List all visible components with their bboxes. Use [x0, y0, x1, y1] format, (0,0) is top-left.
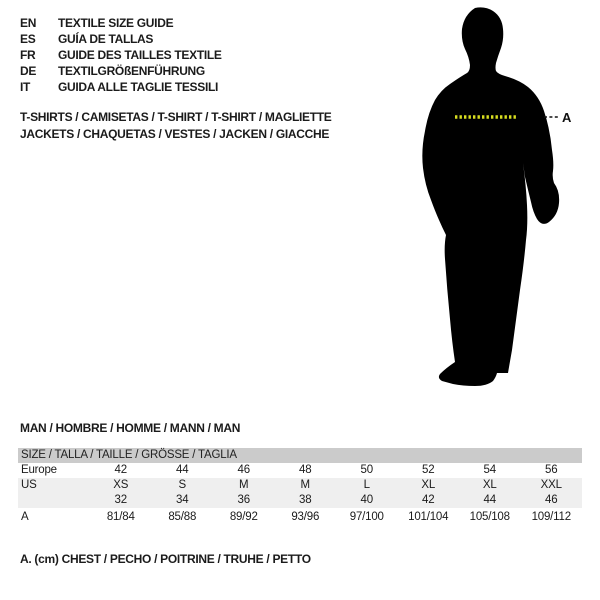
table-cell: 89/92: [229, 511, 258, 523]
table-cell: 46: [237, 464, 250, 476]
table-cell: 93/96: [291, 511, 320, 523]
footnote-chest: A. (cm) CHEST / PECHO / POITRINE / TRUHE / PETTO: [20, 552, 311, 566]
table-cell: M: [239, 479, 249, 491]
table-cell: 56: [545, 464, 558, 476]
row-label: [18, 493, 90, 508]
table-cell: 32: [114, 494, 127, 506]
table-cell: 34: [176, 494, 189, 506]
table-cell: XL: [482, 479, 497, 491]
table-cell: 48: [299, 464, 312, 476]
size-table-header: SIZE / TALLA / TAILLE / GRÖSSE / TAGLIA: [18, 448, 582, 463]
table-cell: 105/108: [469, 511, 510, 523]
man-silhouette: [422, 7, 559, 386]
table-row-us-numeric: [18, 493, 582, 508]
language-code: EN: [20, 16, 37, 30]
size-table: [18, 448, 582, 525]
table-row-us: [18, 478, 582, 493]
table-cell: 44: [483, 494, 496, 506]
measure-label-a: A: [562, 110, 572, 125]
language-code: FR: [20, 48, 36, 62]
language-guide: [20, 15, 222, 95]
section-title-man: MAN / HOMBRE / HOMME / MANN / MAN: [20, 421, 241, 435]
language-label: GUÍA DE TALLAS: [58, 32, 154, 46]
table-cell: 42: [114, 464, 127, 476]
table-cell: 50: [360, 464, 373, 476]
table-row-chest-a: [18, 508, 582, 525]
language-row: [20, 31, 222, 47]
language-code: DE: [20, 64, 37, 78]
category-jackets: JACKETS / CHAQUETAS / VESTES / JACKEN / GIACCHE: [20, 127, 330, 141]
language-row: [20, 15, 222, 31]
row-label: A: [21, 511, 29, 523]
man-silhouette-svg: [415, 5, 580, 395]
category-tshirts: T-SHIRTS / CAMISETAS / T-SHIRT / T-SHIRT / MAGLIETTE: [20, 110, 332, 124]
table-cell: 109/112: [531, 511, 571, 523]
language-row: [20, 63, 222, 79]
man-figure: [415, 5, 580, 395]
table-cell: 44: [176, 464, 189, 476]
table-cell: S: [178, 479, 186, 491]
language-row: [20, 47, 222, 63]
row-label: US: [21, 479, 37, 491]
table-cell: 36: [237, 494, 250, 506]
language-label: TEXTILE SIZE GUIDE: [58, 16, 174, 30]
language-label: TEXTILGRÖßENFÜHRUNG: [58, 64, 205, 78]
table-cell: M: [300, 479, 310, 491]
table-cell: 85/88: [168, 511, 197, 523]
table-cell: 97/100: [349, 511, 384, 523]
table-cell: XS: [113, 479, 129, 491]
language-label: GUIDA ALLE TAGLIE TESSILI: [58, 80, 219, 94]
table-cell: 46: [545, 494, 558, 506]
table-cell: 81/84: [106, 511, 135, 523]
table-cell: 54: [483, 464, 496, 476]
table-cell: 101/104: [408, 511, 449, 523]
table-cell: 38: [299, 494, 312, 506]
table-row-europe: [18, 463, 582, 478]
language-row: [20, 79, 222, 95]
row-label: Europe: [21, 464, 57, 476]
language-code: ES: [20, 32, 36, 46]
category-lines: [20, 109, 332, 143]
language-label: GUIDE DES TAILLES TEXTILE: [58, 48, 222, 62]
table-cell: XXL: [540, 479, 562, 491]
table-cell: 42: [422, 494, 435, 506]
table-cell: XL: [421, 479, 436, 491]
language-code: IT: [20, 80, 31, 94]
table-cell: L: [363, 479, 370, 491]
table-cell: 40: [360, 494, 373, 506]
table-cell: 52: [422, 464, 435, 476]
